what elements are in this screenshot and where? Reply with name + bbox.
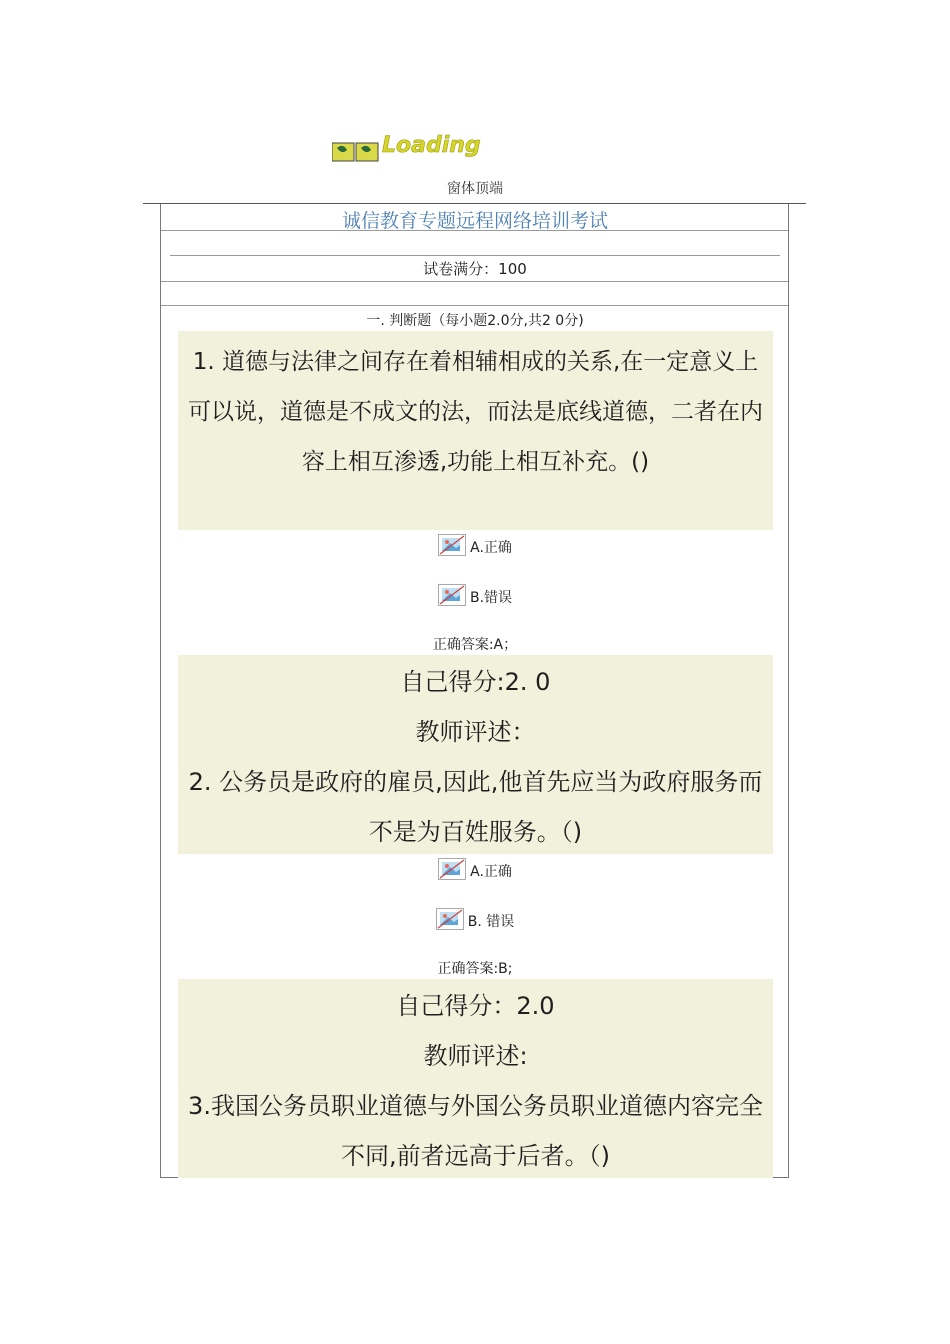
loading-logo	[332, 132, 532, 162]
option-a[interactable]	[0, 534, 950, 557]
form-top-label: 窗体顶端	[447, 181, 503, 197]
self-score: 自己得分：2.0	[396, 992, 555, 1020]
option-label: B.错误	[469, 590, 513, 606]
option-label: A.正确	[470, 864, 512, 880]
broken-image-icon	[436, 908, 464, 930]
divider	[170, 255, 780, 256]
score-and-question-3	[178, 979, 773, 1178]
question-2	[178, 757, 773, 857]
self-score: 自己得分:2. 0	[400, 668, 551, 696]
loading-logo-icon	[332, 132, 532, 162]
option-b[interactable]	[0, 584, 950, 607]
correct-answer: 正确答案:B;	[437, 961, 513, 977]
correct-answer: 正确答案:A；	[432, 637, 518, 653]
broken-image-icon	[438, 858, 466, 880]
question-1	[178, 331, 773, 530]
question-3	[178, 1081, 773, 1181]
divider	[161, 230, 788, 231]
section-heading: 一. 判断题（每小题2.0分,共2 0分)	[366, 313, 584, 329]
question-text: 3.我国公务员职业道德与外国公务员职业道德内容完全不同,前者远高于后者。（)	[188, 1092, 763, 1170]
option-a[interactable]	[0, 858, 950, 881]
teacher-comment: 教师评述：	[415, 718, 536, 746]
divider	[161, 305, 788, 306]
broken-image-icon	[438, 534, 466, 556]
broken-image-icon	[438, 584, 466, 606]
full-score: 试卷满分：100	[423, 260, 527, 278]
teacher-comment: 教师评述:	[423, 1042, 528, 1070]
divider	[161, 281, 788, 282]
score-and-question-2	[178, 655, 773, 854]
question-text: 2. 公务员是政府的雇员,因此,他首先应当为政府服务而不是为百姓服务。（)	[188, 768, 763, 846]
logo-text: Loading	[382, 133, 481, 158]
option-b[interactable]	[0, 908, 950, 931]
option-label: A.正确	[470, 540, 512, 556]
option-label: B. 错误	[467, 914, 515, 930]
question-text: 1. 道德与法律之间存在着相辅相成的关系,在一定意义上可以说，道德是不成文的法，而法是底线道德，二者在内容上相互渗透,功能上相互补充。()	[188, 349, 763, 475]
exam-title: 诚信教育专题远程网络培训考试	[341, 210, 608, 232]
